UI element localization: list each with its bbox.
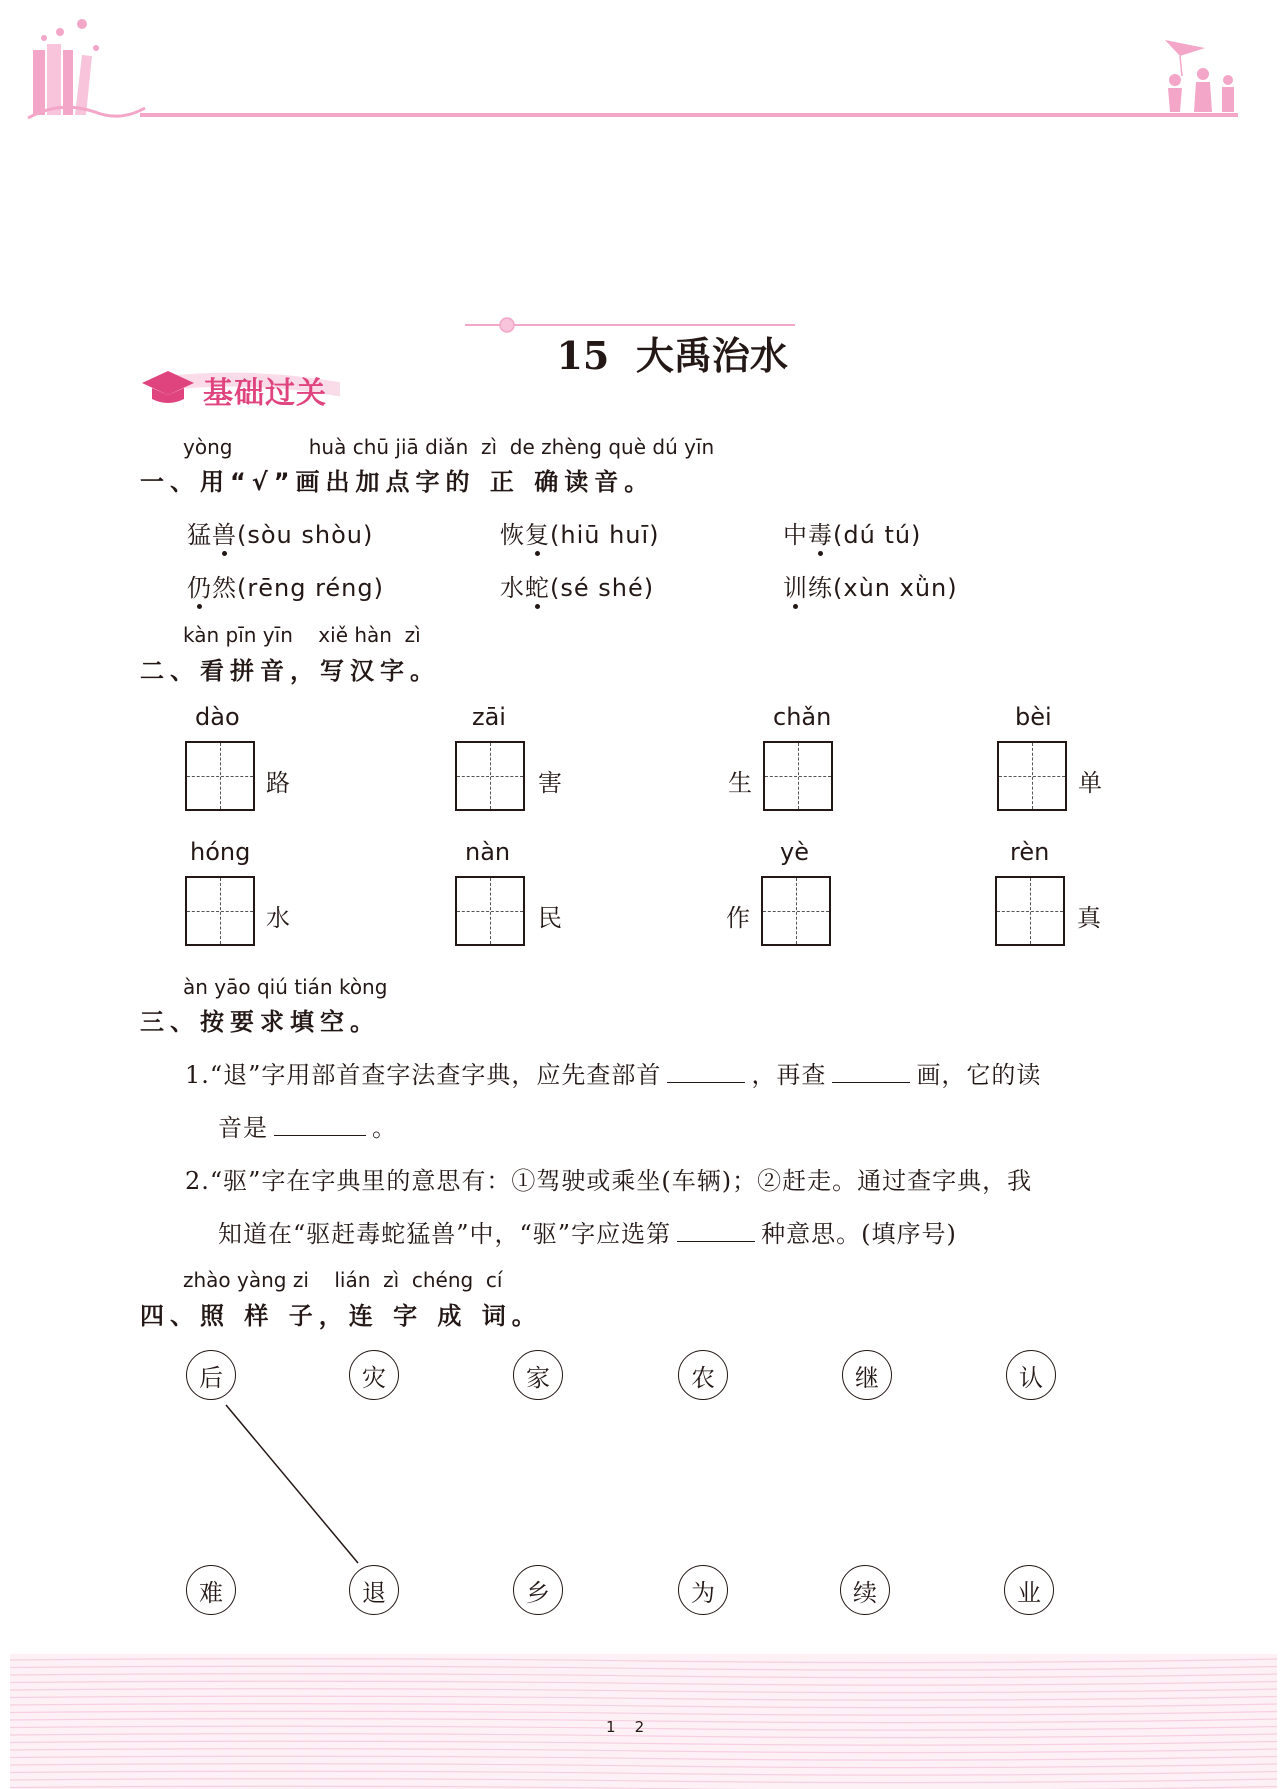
q2-char-1: 路: [266, 769, 290, 797]
q1-options[interactable]: (sé shé): [550, 574, 655, 602]
q3-item-2-line-2: 知道在“驱赶毒蛇猛兽”中，“驱”字应选第 种意思。(填序号): [218, 1220, 957, 1248]
q1-options[interactable]: (dú tú): [833, 521, 922, 549]
q2-char-2: 害: [538, 769, 562, 797]
q3-pinyin: àn yāo qiú tián kòng: [183, 975, 388, 999]
q1-options[interactable]: (sòu shòu): [237, 521, 374, 549]
page-number: 1 2: [606, 1718, 645, 1736]
word-circle-bottom[interactable]: 退: [349, 1565, 399, 1615]
q2-char-4: 单: [1078, 769, 1102, 797]
q1-item-6: 训练(xùn xǜn): [783, 568, 958, 603]
q2-pinyin-1: dào: [195, 703, 240, 731]
word-circle-bottom[interactable]: 续: [840, 1565, 890, 1615]
q3-heading: 三、按要求填空。: [140, 1008, 380, 1036]
lesson-number: 15: [556, 333, 610, 378]
word-circle-top[interactable]: 后: [186, 1350, 236, 1400]
q3-item-1-line-1: 1.“退”字用部首查字法查字典，应先查部首 ，再查 画，它的读: [185, 1061, 1042, 1089]
q2-char-8: 真: [1077, 904, 1101, 932]
q1-pinyin: yòng huà chū jiā diǎn zì de zhèng què dú yīn: [183, 435, 715, 459]
q2-pinyin-3: chǎn: [773, 703, 832, 731]
q2-pinyin-5: hóng: [190, 838, 251, 866]
q1-item-5: 水蛇(sé shé): [500, 568, 654, 603]
q1-item-3: 中毒(dú tú): [783, 515, 921, 550]
q1-options[interactable]: (xùn xǜn): [833, 574, 958, 602]
q1-heading: 一、用“√”画出加点字的 正 确读音。: [140, 468, 655, 496]
q2-pinyin-2: zāi: [472, 703, 506, 731]
q4-heading: 四、照 样 子，连 字 成 词。: [140, 1302, 542, 1330]
lesson-name: 大禹治水: [635, 333, 788, 378]
q2-pinyin: kàn pīn yīn xiě hàn zì: [183, 623, 421, 647]
q2-pinyin-4: bèi: [1015, 703, 1052, 731]
q2-pinyin-7: yè: [780, 838, 809, 866]
q2-char-3: 生: [728, 769, 752, 797]
q2-pinyin-8: rèn: [1010, 838, 1050, 866]
word-circle-bottom[interactable]: 难: [186, 1565, 236, 1615]
word-circle-top[interactable]: 农: [678, 1350, 728, 1400]
q2-heading: 二、看拼音，写汉字。: [140, 657, 440, 685]
q2-char-7: 作: [726, 904, 750, 932]
q4-pinyin: zhào yàng zi lián zì chéng cí: [183, 1268, 503, 1292]
q1-options[interactable]: (hiū huī): [550, 521, 660, 549]
word-circle-top[interactable]: 继: [842, 1350, 892, 1400]
word-circle-top[interactable]: 认: [1006, 1350, 1056, 1400]
q2-char-5: 水: [266, 904, 290, 932]
word-circle-bottom[interactable]: 乡: [513, 1565, 563, 1615]
section-badge: 基础过关: [203, 376, 327, 411]
word-circle-top[interactable]: 家: [513, 1350, 563, 1400]
q1-item-4: 仍然(rēng réng): [187, 568, 384, 603]
q3-item-2-line-1: 2.“驱”字在字典里的意思有：①驾驶或乘坐(车辆)；②赶走。通过查字典，我: [185, 1167, 1033, 1195]
word-circle-top[interactable]: 灾: [349, 1350, 399, 1400]
word-circle-bottom[interactable]: 业: [1004, 1565, 1054, 1615]
q1-item-2: 恢复(hiū huī): [500, 515, 660, 550]
q1-item-1: 猛兽(sòu shòu): [187, 515, 373, 550]
q2-char-6: 民: [538, 904, 562, 932]
q3-item-1-line-2: 音是 。: [218, 1114, 397, 1142]
word-circle-bottom[interactable]: 为: [678, 1565, 728, 1615]
q2-pinyin-6: nàn: [465, 838, 511, 866]
q1-options[interactable]: (rēng réng): [237, 574, 384, 602]
